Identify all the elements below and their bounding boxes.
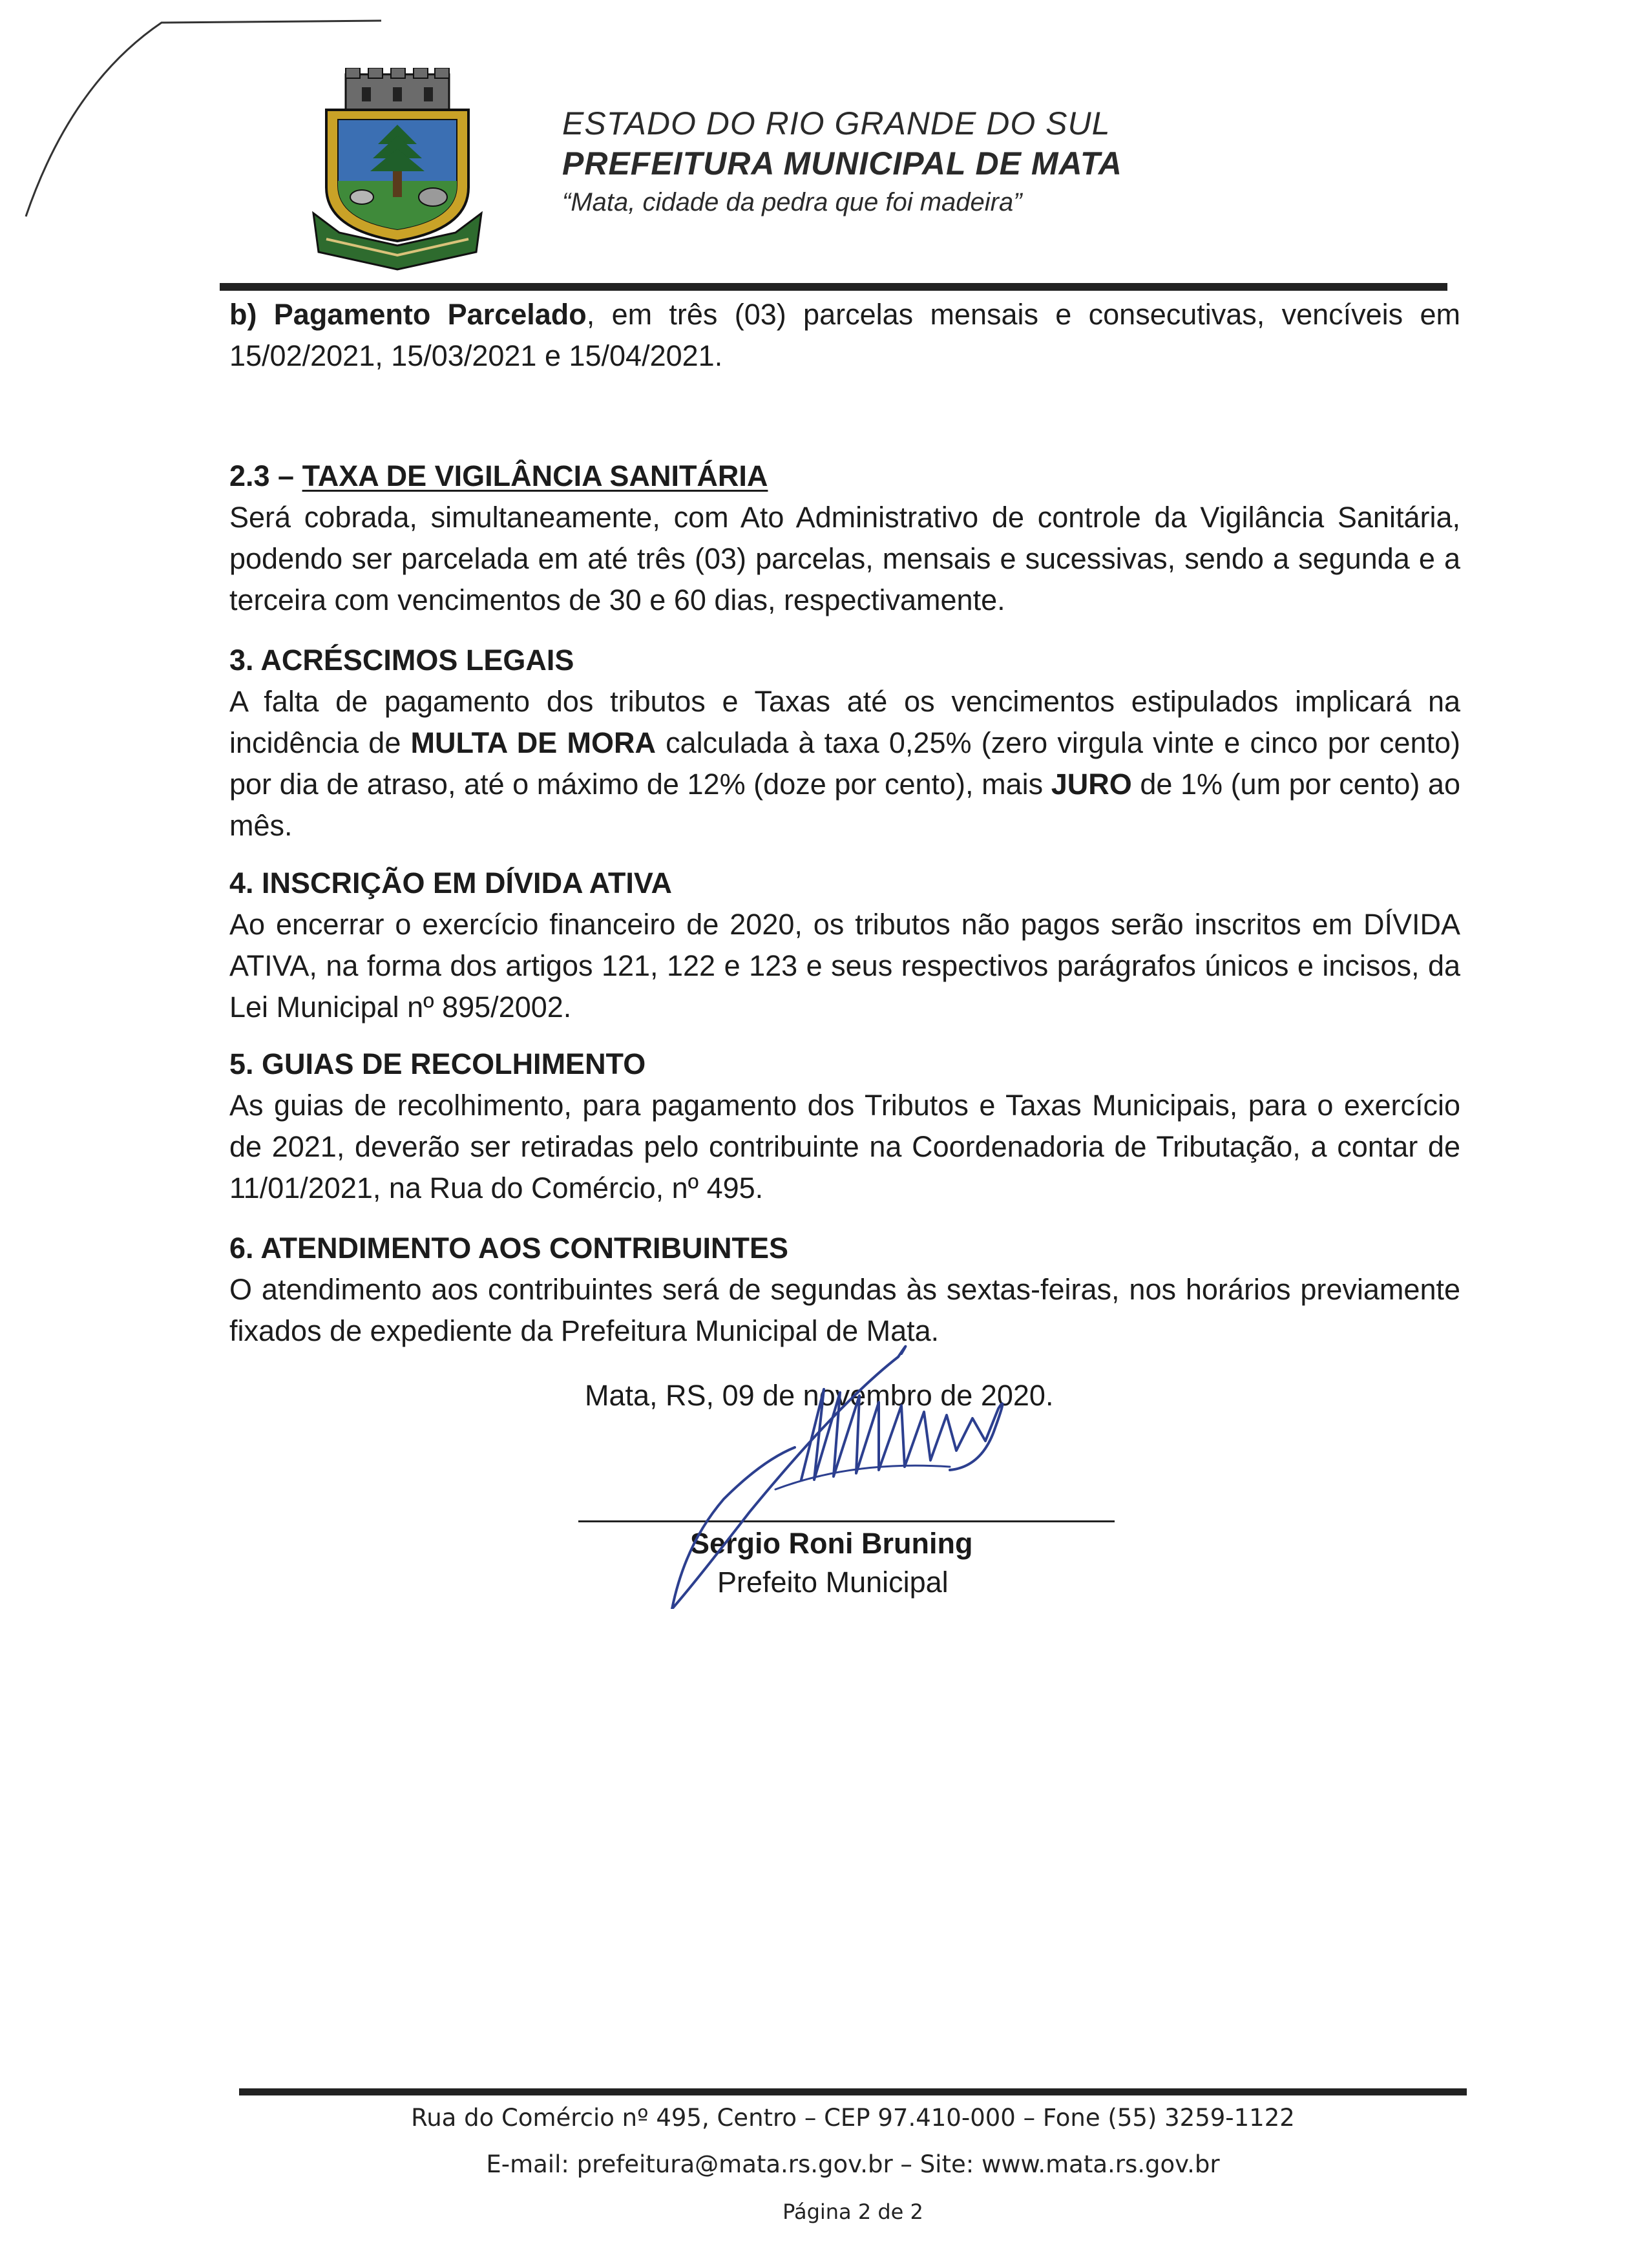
paragraph-text: calculada à taxa 0,25% (zero virgula vinte e cinco por cento) por dia de atraso, até o máximo de 12% (doze por cento), mais: [229, 726, 1460, 801]
signer-name: Sergio Roni Bruning: [690, 1527, 973, 1560]
section-title: 3. ACRÉSCIMOS LEGAIS: [229, 644, 574, 677]
section-title: 6. ATENDIMENTO AOS CONTRIBUINTES: [229, 1232, 789, 1265]
prefecture-name: PREFEITURA MUNICIPAL DE MATA: [562, 145, 1122, 182]
bold-term: MULTA DE MORA: [410, 726, 656, 759]
section-number: 2.3 –: [229, 459, 302, 492]
footer-divider: [239, 2088, 1467, 2095]
section-title: TAXA DE VIGILÂNCIA SANITÁRIA: [302, 459, 768, 492]
header-divider: [220, 283, 1447, 291]
bold-term: JURO: [1051, 768, 1132, 801]
paragraph-text: Será cobrada, simultaneamente, com Ato Administrativo de controle da Vigilância Sanitária, podendo ser parcelada em até três (03) parcelas, mensais e sucessivas, sendo a segunda e a terceira com vencimentos de 30 e 60 dias, respectivamente.: [229, 501, 1460, 616]
paragraph-text: , em três (03) parcelas mensais e consecutivas, vencíveis em 15/02/2021, 15/03/2021 e 15/04/2021.: [229, 298, 1460, 372]
state-name: ESTADO DO RIO GRANDE DO SUL: [562, 105, 1111, 142]
paragraph: [229, 294, 1460, 377]
paragraph-text: Ao encerrar o exercício financeiro de 2020, os tributos não pagos serão inscritos em DÍVIDA ATIVA, na forma dos artigos 121, 122 e 123 e seus respectivos parágrafos únicos e incisos, da Lei Municipal nº 895/2002.: [229, 908, 1460, 1024]
section-payment-installments: [229, 294, 1460, 377]
letterhead: [562, 103, 1144, 221]
municipal-crest-icon: [300, 68, 494, 271]
section-legal-additions: [229, 640, 1460, 846]
paragraph-text: As guias de recolhimento, para pagamento dos Tributos e Taxas Municipais, para o exercício de 2021, deverão ser retiradas pelo contribuinte na Coordenadoria de Tributação, a contar de 11/01/2021, na Rua do Comércio, nº 495.: [229, 1089, 1460, 1204]
paragraph-text: de 1% (um por cento) ao mês.: [229, 768, 1460, 842]
section-heading: [229, 456, 1460, 497]
city-motto: “Mata, cidade da pedra que foi madeira”: [562, 188, 1022, 216]
section-sanitary-fee: [229, 456, 1460, 621]
footer-contact: E-mail: prefeitura@mata.rs.gov.br – Site: www.mata.rs.gov.br: [486, 2150, 1220, 2178]
page-number: Página 2 de 2: [782, 2200, 923, 2224]
paragraph-lead: b) Pagamento Parcelado: [229, 298, 587, 331]
footer-address: Rua do Comércio nº 495, Centro – CEP 97.410-000 – Fone (55) 3259-1122: [411, 2104, 1295, 2132]
paragraph-text: O atendimento aos contribuintes será de segundas às sextas-feiras, nos horários previamente fixados de expediente da Prefeitura Municipal de Mata.: [229, 1273, 1460, 1347]
paragraph-text: A falta de pagamento dos tributos e Taxas até os vencimentos estipulados implicará na incidência de: [229, 685, 1460, 759]
signature-icon: [646, 1331, 1060, 1609]
place-date: Mata, RS, 09 de novembro de 2020.: [585, 1379, 1054, 1412]
section-title: 4. INSCRIÇÃO EM DÍVIDA ATIVA: [229, 866, 673, 899]
signer-role: Prefeito Municipal: [717, 1566, 949, 1599]
section-title: 5. GUIAS DE RECOLHIMENTO: [229, 1047, 646, 1080]
section-payment-slips: [229, 1044, 1460, 1209]
section-active-debt: [229, 863, 1460, 1028]
paragraph: [229, 681, 1460, 846]
